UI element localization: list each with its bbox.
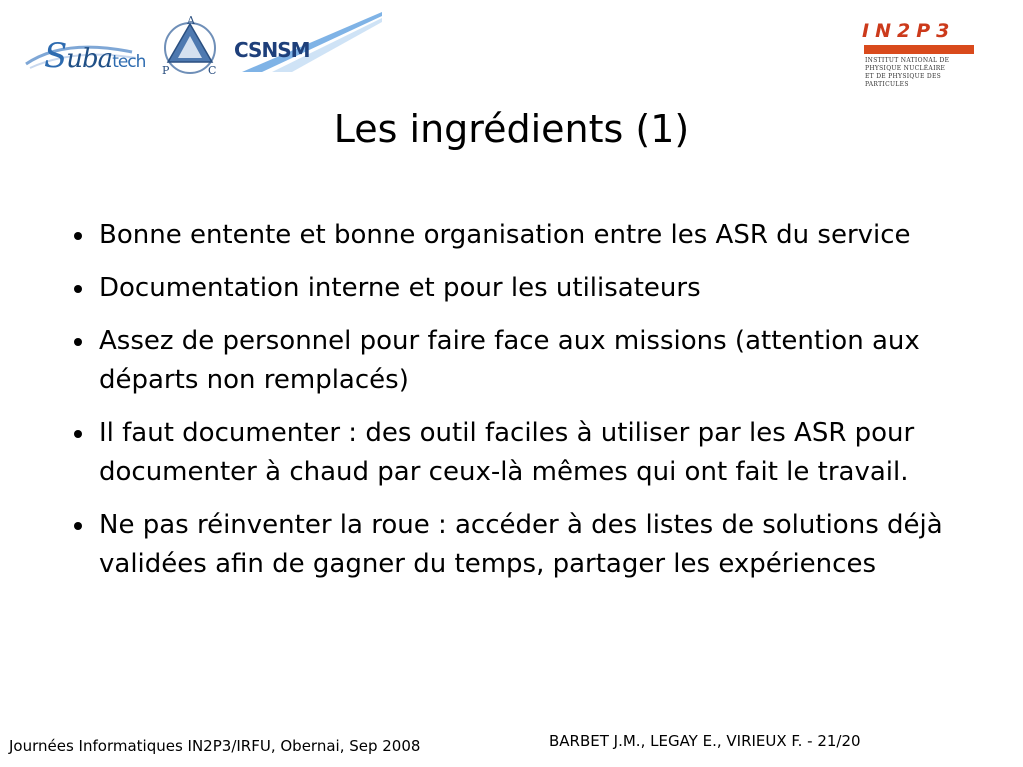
- bullet-item: [72, 414, 952, 492]
- bullet-dot-icon: [74, 338, 82, 346]
- bullet-dot-icon: [74, 232, 82, 240]
- bullet-text: Assez de personnel pour faire face aux missions (attention aux départs non remplacés): [99, 326, 920, 395]
- in2p3-subtitle: [865, 57, 985, 89]
- csnsm-logo: [232, 12, 384, 74]
- in2p3-logo: [862, 20, 977, 88]
- bullet-dot-icon: [74, 522, 82, 530]
- svg-text:A: A: [187, 14, 195, 27]
- subatech-logo: [24, 18, 144, 78]
- bullet-list: [72, 216, 952, 598]
- bullet-text: Bonne entente et bonne organisation entre les ASR du service: [99, 220, 911, 250]
- bullet-item: [72, 506, 952, 584]
- subatech-wordmark: Subatech: [44, 36, 146, 76]
- slide-title: Les ingrédients (1): [333, 107, 690, 151]
- bullet-dot-icon: [74, 430, 82, 438]
- in2p3-wordmark: IN2P3: [862, 20, 956, 42]
- in2p3-subtitle-line: INSTITUT NATIONAL DE PHYSIQUE NUCLÉAIRE: [865, 57, 950, 72]
- svg-text:P: P: [162, 64, 170, 76]
- bullet-text: Il faut documenter : des outil faciles à utiliser par les ASR pour documenter à chaud par ceux-là mêmes qui ont fait le travail.: [99, 418, 915, 487]
- bullet-item: [72, 322, 952, 400]
- bullet-text: Ne pas réinventer la roue : accéder à des listes de solutions déjà validées afin de gagner du temps, partager les expériences: [99, 510, 943, 579]
- bullet-text: Documentation interne et pour les utilisateurs: [99, 273, 701, 303]
- in2p3-subtitle-line: ET DE PHYSIQUE DES PARTICULES: [865, 73, 942, 88]
- bullet-item: [72, 269, 952, 308]
- apc-triangle-icon: [160, 14, 220, 76]
- csnsm-wordmark: CSNSM: [234, 38, 310, 62]
- bullet-item: [72, 216, 952, 255]
- footer-event: Journées Informatiques IN2P3/IRFU, Obernai, Sep 2008: [9, 737, 421, 755]
- in2p3-bar: [864, 45, 974, 54]
- apc-logo: [160, 14, 220, 76]
- footer-authors-page: BARBET J.M., LEGAY E., VIRIEUX F. - 21/20: [549, 732, 861, 750]
- bullet-dot-icon: [74, 285, 82, 293]
- svg-text:C: C: [208, 64, 217, 76]
